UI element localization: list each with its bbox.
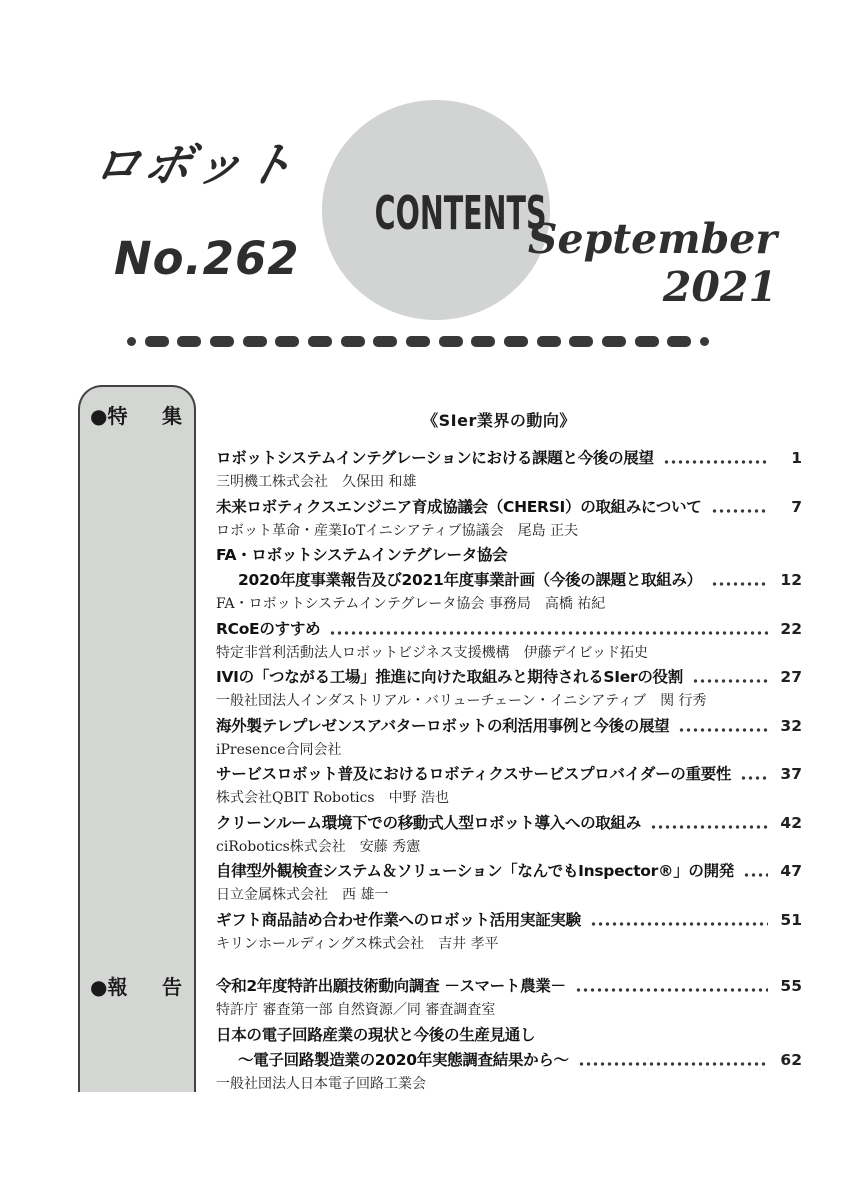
dot-leader xyxy=(650,825,768,829)
dashed-divider xyxy=(127,335,709,347)
title-line xyxy=(216,568,802,593)
title-line xyxy=(216,859,802,884)
title-line xyxy=(216,811,802,836)
dot-leader xyxy=(743,873,768,877)
divider-dash xyxy=(341,336,365,347)
divider-dash xyxy=(145,336,169,347)
article-title: ロボットシステムインテグレーションにおける課題と今後の展望 xyxy=(216,449,654,467)
page-number: 51 xyxy=(780,910,802,929)
issue-month: September xyxy=(527,215,777,263)
report-section-entries xyxy=(216,974,802,1096)
page-number: 1 xyxy=(791,449,802,467)
article-author: 特許庁 審査第一部 自然資源／同 審査調査室 xyxy=(216,1002,496,1018)
feature-section-tab xyxy=(90,400,182,429)
article-title: RCoEのすすめ xyxy=(216,619,321,638)
article-title: IVIの「つながる工場」推進に向けた取組みと期待されるSIerの役割 xyxy=(216,668,683,686)
article-title: 2020年度事業報告及び2021年度事業計画（今後の課題と取組み） xyxy=(238,571,702,589)
page-number: 47 xyxy=(780,862,802,880)
article-author: 特定非営利活動法人ロボットビジネス支援機構 伊藤デイビッド拓史 xyxy=(216,644,649,661)
page-number: 62 xyxy=(780,1050,802,1069)
toc-list xyxy=(216,446,802,1096)
article-title: FA・ロボットシステムインテグレータ協会 xyxy=(216,546,508,564)
report-section-tab xyxy=(90,971,182,1000)
page-number: 12 xyxy=(780,571,802,589)
divider-dash xyxy=(243,336,267,347)
toc-entry xyxy=(216,859,802,908)
divider-dash xyxy=(537,336,561,347)
dot-leader xyxy=(329,631,768,635)
contents-badge xyxy=(322,100,550,320)
dot-leader xyxy=(740,776,768,780)
article-author: ロボット革命・産業IoTイニシアティブ協議会 尾島 正夫 xyxy=(216,522,579,539)
title-line xyxy=(216,495,802,520)
divider-dash xyxy=(308,336,332,347)
report-tab-left: ●報 xyxy=(90,975,128,999)
article-author: ciRobotics株式会社 安藤 秀憲 xyxy=(216,838,421,855)
article-title: 海外製テレプレゼンスアバターロボットの利活用事例と今後の展望 xyxy=(216,716,670,735)
dot-leader xyxy=(711,509,768,513)
toc-entry xyxy=(216,1023,802,1097)
article-author: iPresence合同会社 xyxy=(216,741,342,758)
title-line xyxy=(216,1048,802,1073)
title-line xyxy=(216,617,802,642)
divider-dash xyxy=(504,336,528,347)
toc-entry xyxy=(216,495,802,544)
title-line xyxy=(216,446,802,471)
dot-leader xyxy=(663,460,768,464)
toc-entry xyxy=(216,908,802,957)
feature-section-entries xyxy=(216,446,802,956)
page-number: 27 xyxy=(780,668,802,686)
dot-leader xyxy=(590,922,768,926)
toc-entry xyxy=(216,714,802,763)
dot-leader xyxy=(575,988,768,992)
divider-dash xyxy=(406,336,430,347)
article-author: FA・ロボットシステムインテグレータ協会 事務局 高橋 祐紀 xyxy=(216,596,606,612)
toc-entry xyxy=(216,446,802,495)
toc-entry xyxy=(216,617,802,666)
divider-dash xyxy=(177,336,201,347)
page-number: 32 xyxy=(780,716,802,735)
dot-leader xyxy=(711,582,768,586)
contents-label: CONTENTS xyxy=(374,186,547,240)
issue-number: No.262 xyxy=(114,232,300,285)
article-title: 令和2年度特許出願技術動向調査 －スマート農業－ xyxy=(216,977,566,995)
title-line xyxy=(216,908,802,933)
article-title: 自律型外観検査システム＆ソリューション「なんでもInspector®」の開発 xyxy=(216,862,734,880)
article-author: 三明機工株式会社 久保田 和雄 xyxy=(216,474,417,490)
toc-entry xyxy=(216,762,802,811)
divider-dash xyxy=(667,336,691,347)
dot-leader xyxy=(578,1062,768,1066)
toc-heading: 《SIer業界の動向》 xyxy=(422,411,576,430)
divider-dash xyxy=(373,336,397,347)
title-line xyxy=(216,665,802,690)
title-line xyxy=(216,762,802,787)
toc-entry xyxy=(216,811,802,860)
article-author: キリンホールディングス株式会社 吉井 孝平 xyxy=(216,935,499,952)
page-number: 55 xyxy=(780,977,802,995)
divider-dash xyxy=(635,336,659,347)
divider-end-dot xyxy=(127,337,136,346)
magazine-logo: ロボット xyxy=(86,138,305,193)
article-title: クリーンルーム環境下での移動式人型ロボット導入への取組み xyxy=(216,813,641,832)
article-author: 株式会社QBIT Robotics 中野 浩也 xyxy=(216,790,450,806)
divider-dash xyxy=(471,336,495,347)
article-title: サービスロボット普及におけるロボティクスサービスプロバイダーの重要性 xyxy=(216,765,732,783)
article-author: 日立金属株式会社 西 雄一 xyxy=(216,887,389,903)
page-number: 22 xyxy=(780,619,802,638)
article-author: 一般社団法人インダストリアル・バリューチェーン・イニシアティブ 関 行秀 xyxy=(216,693,707,709)
report-tab-right: 告 xyxy=(162,975,182,999)
toc-entry xyxy=(216,543,802,617)
title-line xyxy=(216,1023,802,1048)
feature-tab-left: ●特 xyxy=(90,404,128,428)
dot-leader xyxy=(678,728,768,732)
page-number: 7 xyxy=(791,497,802,516)
feature-tab-right: 集 xyxy=(162,404,182,428)
title-line xyxy=(216,543,802,568)
article-title: ギフト商品詰め合わせ作業へのロボット活用実証実験 xyxy=(216,910,581,929)
title-line xyxy=(216,974,802,999)
toc-entry xyxy=(216,665,802,714)
article-title: 日本の電子回路産業の現状と今後の生産見通し xyxy=(216,1025,536,1044)
issue-year: 2021 xyxy=(662,263,777,311)
divider-dash xyxy=(439,336,463,347)
title-line xyxy=(216,714,802,739)
article-title: ～電子回路製造業の2020年実態調査結果から～ xyxy=(238,1050,569,1069)
divider-dash xyxy=(275,336,299,347)
article-title: 未来ロボティクスエンジニア育成協議会（CHERSI）の取組みについて xyxy=(216,497,702,516)
section-rail xyxy=(78,385,196,1092)
dot-leader xyxy=(692,679,768,683)
page-number: 37 xyxy=(780,765,802,783)
page-number: 42 xyxy=(780,813,802,832)
divider-end-dot xyxy=(700,337,709,346)
article-author: 一般社団法人日本電子回路工業会 xyxy=(216,1075,426,1092)
divider-dash xyxy=(210,336,234,347)
issue-date xyxy=(528,216,777,310)
divider-dash xyxy=(602,336,626,347)
divider-dash xyxy=(569,336,593,347)
toc-entry xyxy=(216,974,802,1023)
